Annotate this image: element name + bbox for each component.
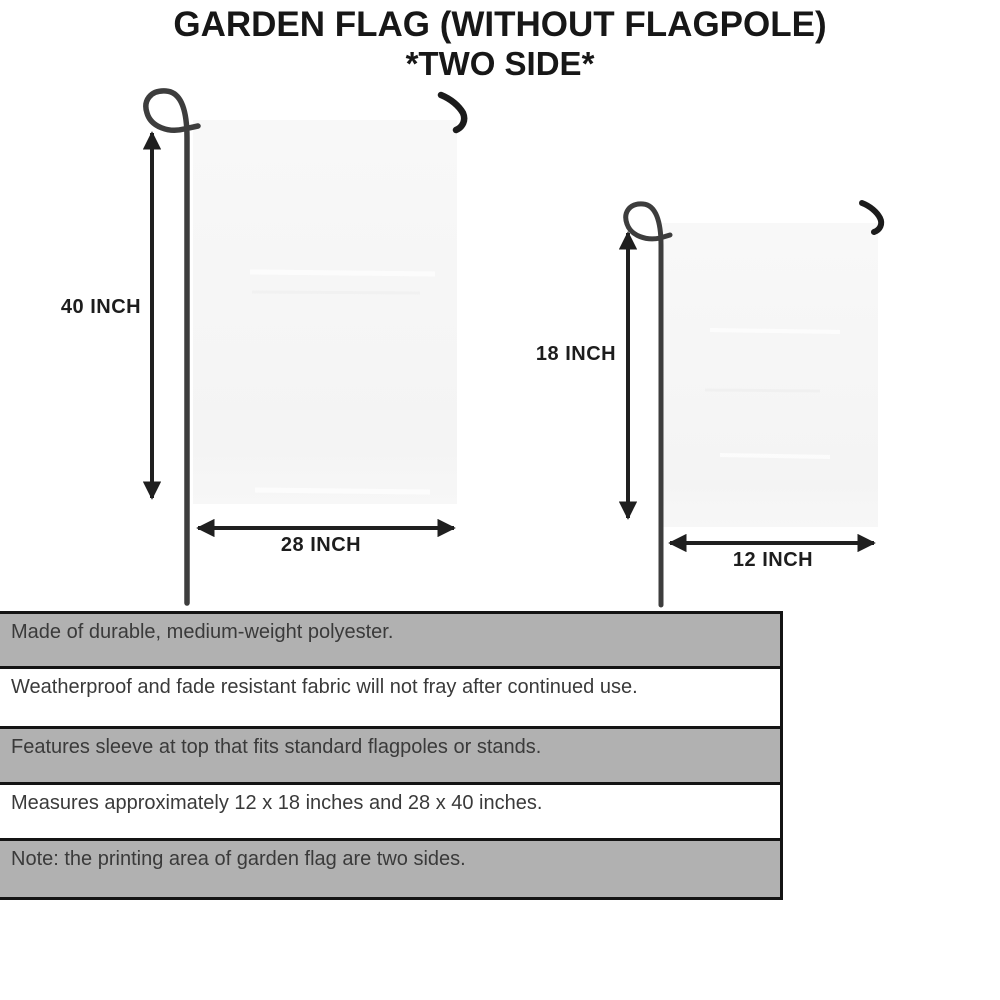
feature-row: Features sleeve at top that fits standard flagpoles or stands. [0,726,783,785]
fold-line [710,330,840,332]
fold-line [255,490,430,492]
fold-line [720,455,830,457]
large-flag-fabric [193,120,457,504]
title-line1: GARDEN FLAG (WITHOUT FLAGPOLE) [173,5,827,44]
feature-row: Weatherproof and fade resistant fabric will not fray after continued use. [0,666,783,729]
small-flag-width-label: 12 INCH [732,549,814,571]
feature-row: Note: the printing area of garden flag are two sides. [0,838,783,900]
feature-list [0,611,783,900]
fold-line [705,390,820,391]
large-flag-width-label: 28 INCH [280,534,362,556]
feature-row: Made of durable, medium-weight polyester. [0,611,783,669]
small-flag-fabric [662,223,878,527]
large-flag-group [146,91,464,603]
feature-row: Measures approximately 12 x 18 inches and 28 x 40 inches. [0,782,783,841]
small-flag-height-label: 18 INCH [535,343,617,365]
fold-line [252,292,420,293]
small-flagpole-icon [626,204,670,605]
large-flag-height-label: 40 INCH [60,296,142,318]
fold-line [250,272,435,274]
title-line2: *TWO SIDE* [405,45,595,82]
small-flag-group [626,203,881,605]
